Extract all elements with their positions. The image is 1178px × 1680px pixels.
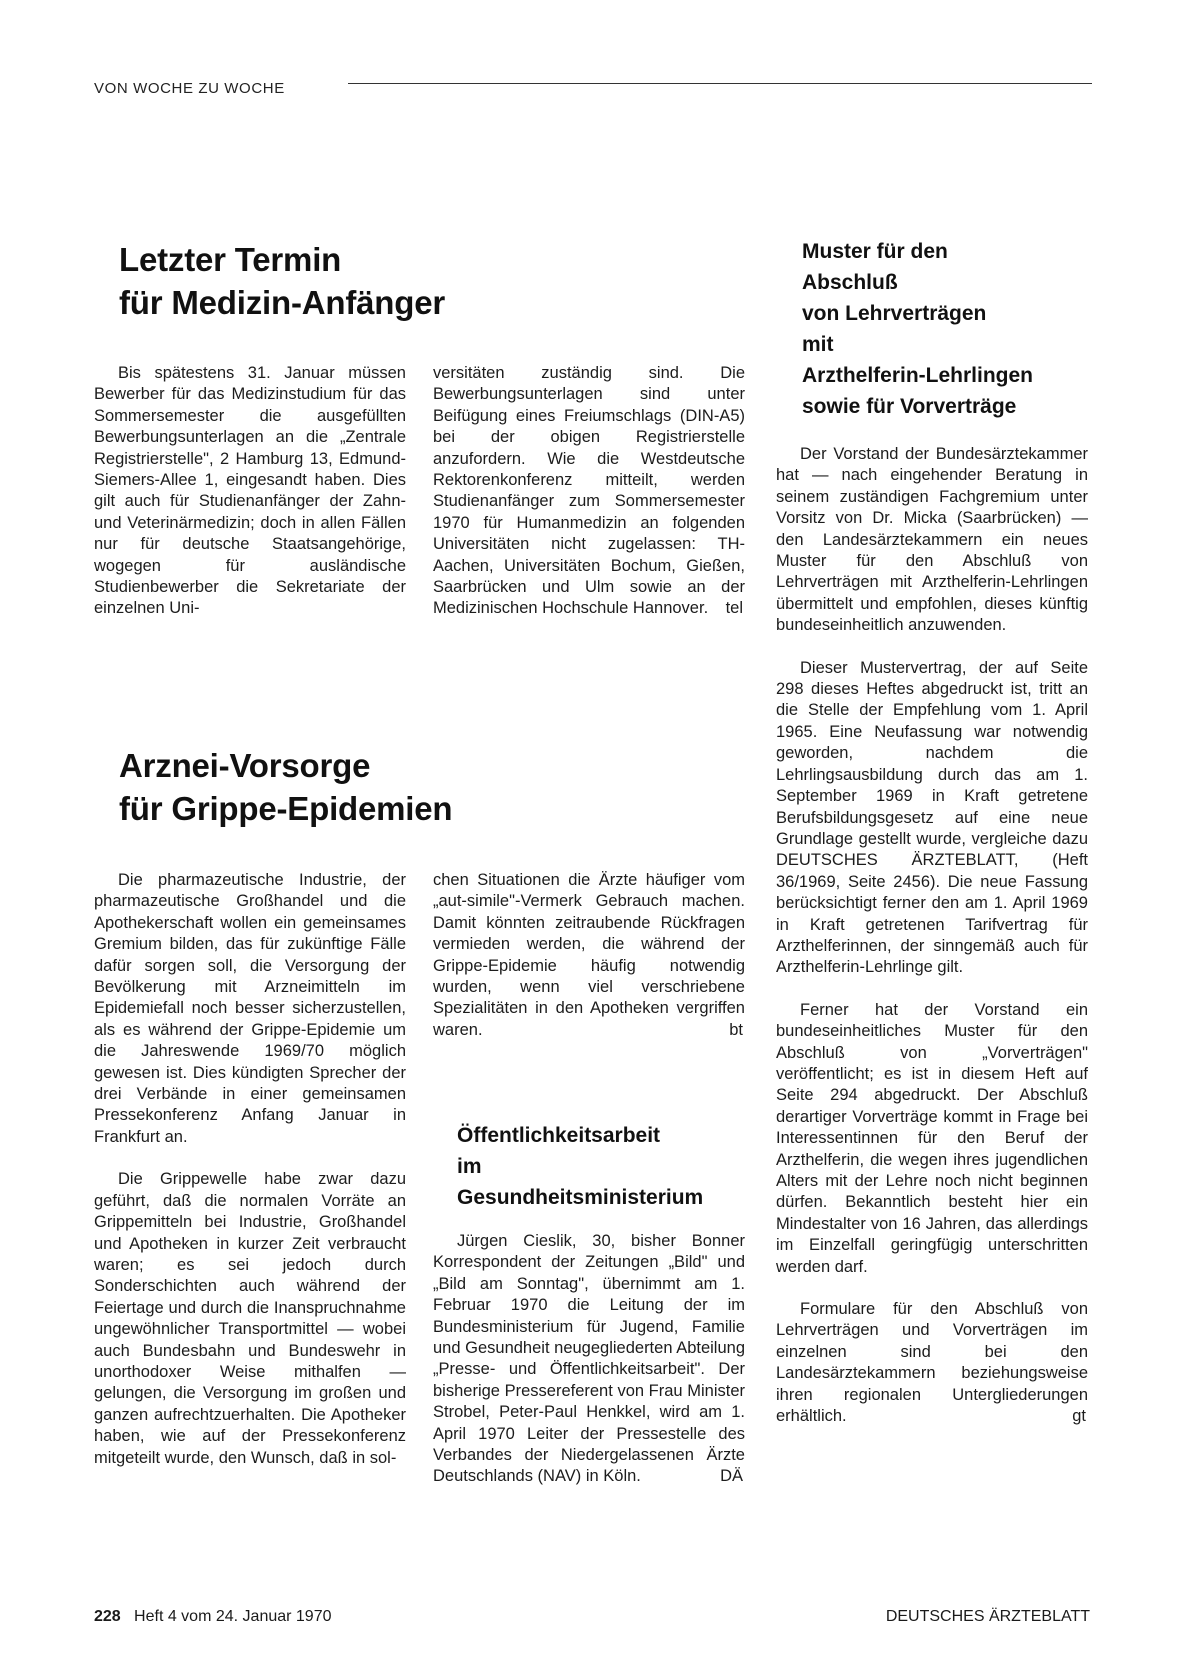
article4-paragraph: Formulare für den Abschluß von Lehrverträgen und Vorverträgen im einzelnen sind bei den Landesärztekammern beziehungsweise ihren regionalen Untergliederungen erhältlich. (776, 1300, 1088, 1426)
article4-column (776, 444, 1088, 1427)
article1-title-line2: für Medizin-Anfänger (119, 284, 445, 321)
article1-title-line1: Letzter Termin (119, 241, 342, 278)
journal-name: DEUTSCHES ÄRZTEBLATT (885, 1608, 1090, 1625)
article1-column2 (433, 363, 745, 620)
article2-column2 (433, 870, 745, 1041)
article4-signature: gt (1072, 1407, 1086, 1426)
article4-headline (802, 236, 1033, 422)
article3-title-line3: Gesundheitsministerium (457, 1186, 704, 1209)
article2-column1 (94, 870, 406, 1469)
article3-headline (457, 1120, 703, 1213)
page-number: 228 (94, 1608, 121, 1625)
article4-title-line6: sowie für Vorverträge (802, 395, 1017, 418)
article3-signature: DÄ (720, 1467, 743, 1486)
article4-title-line4: mit (802, 333, 834, 356)
article4-title-line3: von Lehrverträgen (802, 302, 987, 325)
article4-paragraph: Ferner hat der Vorstand ein bundeseinheitliches Muster für den Abschluß von „Vorverträgen" veröffentlicht; es ist in diesem Heft auf Seite 294 abgedruckt. Der Abschluß derartiger Vorverträge kommt in Frage bei Interessentinnen für den Beruf der Arzthelferin, die wegen ihres jugendlichen Alters mit der Lehre noch nicht beginnen dürfen. Bekanntlich besteht hier ein Mindestalter von 16 Jahren, das allerdings im Einzelfall geringfügig unterschritten werden darf. (776, 1000, 1088, 1276)
article2-paragraph-cont: chen Situationen die Ärzte häufiger vom „aut-simile"-Vermerk Gebrauch machen. Damit könnten zeitraubende Rückfragen vermieden werden, die während der Grippe-Epidemie häufig notwendig wurden, wenn viel verschriebene Spezialitäten in den Apotheken vergriffen waren. (433, 871, 745, 1039)
article1-paragraph: Bis spätestens 31. Januar müssen Bewerber für das Medizinstudium für das Sommersemester die ausgefüllten Bewerbungsunterlagen an die „Zentrale Registrierstelle", 2 Hamburg 13, Edmund-Siemers-Allee 1, eingesandt haben. Dies gilt auch für Studienanfänger der Zahn- und Veterinärmedizin; doch in allen Fällen nur für deutsche Staatsangehörige, wogegen für ausländische Studienbewerber die Sekretariate der einzelnen Uni- (94, 364, 406, 618)
article2-signature: bt (729, 1020, 743, 1039)
article2-paragraph: Die pharmazeutische Industrie, der pharmazeutische Großhandel und die Apothekerschaft wollen ein gemeinsames Gremium bilden, das für zukünftige Fälle dafür sorgen soll, die Versorgung der Bevölkerung mit Arzneimitteln im Epidemiefall noch besser sicherzustellen, als es während der Grippe-Epidemie um die Jahreswende 1969/70 möglich gewesen ist. Dies kündigten Sprecher der drei Verbände in einer gemeinsamen Pressekonferenz Anfang Januar in Frankfurt an. (94, 871, 406, 1146)
issue-info: Heft 4 vom 24. Januar 1970 (134, 1608, 332, 1625)
header-rule (348, 83, 1092, 84)
article4-title-line5: Arzthelferin-Lehrlingen (802, 364, 1034, 387)
page-footer-left (94, 1608, 332, 1626)
article3-title-line2: im (457, 1155, 482, 1178)
article4-paragraph: Der Vorstand der Bundesärztekammer hat — nach eingehender Beratung in seinem zuständigen Fachgremium unter Vorsitz von Dr. Micka (Saarbrücken) — den Landesärztekammern ein neues Muster für den Abschluß von Lehrverträgen mit Arzthelferin-Lehrlingen übermittelt und empfohlen, dieses künftig bundeseinheitlich anzuwenden. (776, 445, 1088, 635)
article2-headline (119, 744, 452, 830)
article1-headline (119, 238, 445, 324)
article4-paragraph: Dieser Mustervertrag, der auf Seite 298 dieses Heftes abgedruckt ist, tritt an die Stelle der Empfehlung vom 1. April 1965. Eine Neufassung war notwendig geworden, nachdem die Lehrlingsausbildung durch das am 1. September 1969 in Kraft getretene Berufsbildungsgesetz auf eine neue Grundlage gestellt wurde, vergleiche dazu DEUTSCHES ÄRZTEBLATT, (Heft 36/1969, Seite 2456). Die neue Fassung berücksichtigt ferner den am 1. April 1969 in Kraft getretenen Tarifvertrag für Arzthelferinnen, der sinngemäß auch für Arzthelferin-Lehrlinge gilt. (776, 658, 1088, 977)
article1-signature: tel (725, 599, 743, 618)
article4-title-line1: Muster für den (802, 240, 948, 263)
article1-paragraph-cont: versitäten zuständig sind. Die Bewerbungsunterlagen sind unter Beifügung eines Freiumschlags (DIN-A5) bei der obigen Registrierstelle anzufordern. Wie die Westdeutsche Rektorenkonferenz mitteilt, werden Studienanfänger zum Sommersemester 1970 für Humanmedizin an folgenden Universitäten nicht zugelassen: TH-Aachen, Universitäten Bochum, Gießen, Saarbrücken und Ulm sowie an der Medizinischen Hochschule Hannover. (433, 364, 745, 618)
article2-paragraph: Die Grippewelle habe zwar dazu geführt, daß die normalen Vorräte an Grippemitteln bei Industrie, Großhandel und Apotheken in kurzer Zeit verbraucht waren; es sei jedoch durch Sonderschichten auch während der Feiertage und durch die Inanspruchnahme ungewöhnlicher Transportmittel — wobei auch Bundesbahn und Bundeswehr in unorthodoxer Weise mithalfen — gelungen, die Versorgung im großen und ganzen aufrechtzuerhalten. Die Apotheker haben, wie auf der Pressekonferenz mitgeteilt wurde, den Wunsch, daß in sol- (94, 1170, 406, 1467)
article3-title-line1: Öffentlichkeitsarbeit (457, 1124, 661, 1147)
section-header: VON WOCHE ZU WOCHE (94, 80, 285, 97)
article4-title-line2: Abschluß (802, 271, 898, 294)
article2-title-line2: für Grippe-Epidemien (119, 790, 453, 827)
article2-title-line1: Arznei-Vorsorge (119, 747, 371, 784)
article3-paragraph: Jürgen Cieslik, 30, bisher Bonner Korrespondent der Zeitungen „Bild" und „Bild am Sonntag", übernimmt am 1. Februar 1970 die Leitung der im Bundesministerium für Jugend, Familie und Gesundheit neugegliederten Abteilung „Presse- und Öffentlichkeitsarbeit". Der bisherige Pressereferent von Frau Minister Strobel, Peter-Paul Henkkel, wird am 1. April 1970 Leiter der Pressestelle des Verbandes der Niedergelassenen Ärzte Deutschlands (NAV) in Köln. (433, 1232, 745, 1486)
article1-column1 (94, 363, 406, 620)
article3-column (433, 1231, 745, 1488)
